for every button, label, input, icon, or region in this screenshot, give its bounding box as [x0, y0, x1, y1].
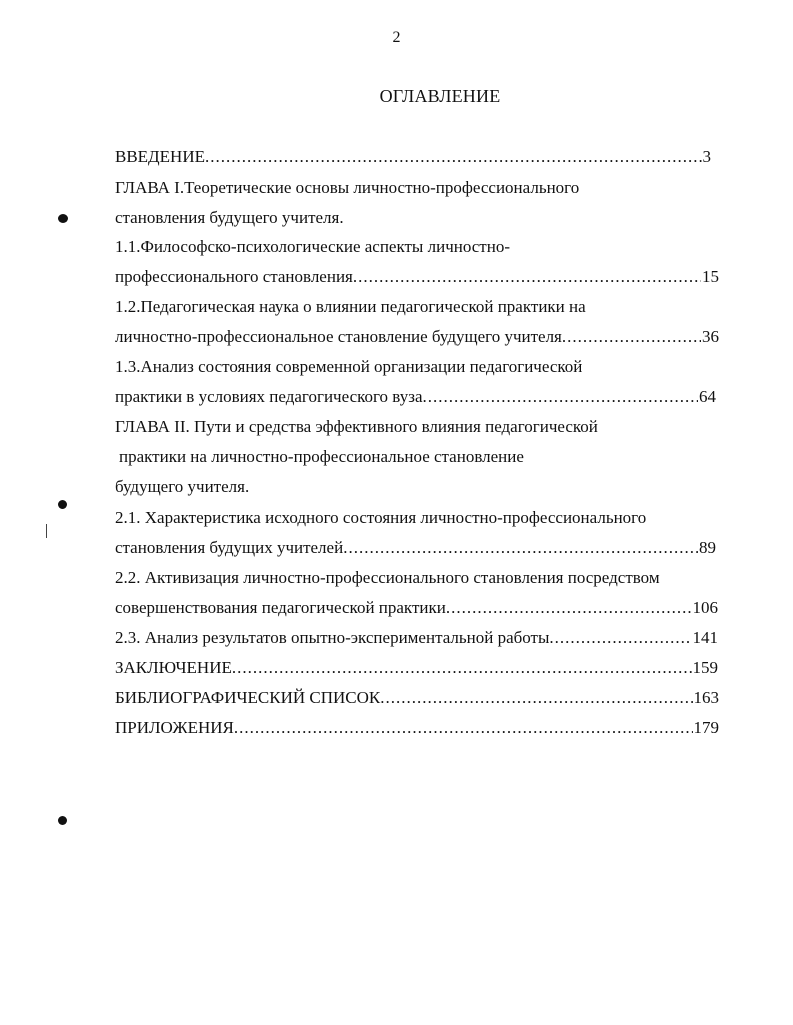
toc-page-number: 36	[702, 327, 719, 346]
toc-chapter-2-line-1: ГЛАВА II. Пути и средства эффективного влияния педагогической	[115, 417, 598, 436]
leader-dots	[343, 538, 698, 558]
toc-chapter-1-line-1: ГЛАВА I.Теоретические основы личностно-профессионального	[115, 178, 580, 197]
leader-dots	[446, 598, 692, 618]
toc-entry-bibliography	[115, 688, 719, 708]
toc-section-1-1	[115, 267, 719, 287]
leader-dots	[380, 688, 692, 708]
toc-entry-text: ЗАКЛЮЧЕНИЕ	[115, 658, 232, 677]
toc-page-number: 159	[692, 658, 718, 677]
toc-chapter-2-line-3: будущего учителя.	[115, 477, 250, 496]
page-title: ОГЛАВЛЕНИЕ	[379, 86, 501, 106]
toc-section-2-1	[115, 538, 716, 558]
scan-mark	[58, 816, 67, 825]
toc-page-number: 3	[702, 147, 711, 166]
scan-mark	[58, 214, 68, 223]
toc-page-number: 89	[699, 538, 716, 557]
toc-page-number: 15	[702, 267, 719, 286]
toc-entry-text: совершенствования педагогической практики	[115, 598, 446, 617]
toc-chapter-2-line-2: практики на личностно-профессиональное становление	[119, 447, 524, 466]
leader-dots	[232, 658, 692, 678]
leader-dots	[234, 718, 693, 738]
toc-entry-text: 2.3. Анализ результатов опытно-экспериментальной работы	[115, 628, 550, 647]
toc-entry-text: ВВЕДЕНИЕ	[115, 147, 205, 166]
leader-dots	[549, 628, 691, 648]
leader-dots	[353, 267, 701, 287]
toc-entry-text: практики в условиях педагогического вуза	[115, 387, 423, 406]
toc-chapter-1-line-2: становления будущего учителя.	[115, 208, 344, 227]
toc-section-2-2-line-1: 2.2. Активизация личностно-профессионального становления посредством	[115, 568, 660, 587]
toc-entry-intro	[115, 147, 711, 167]
toc-section-2-2	[115, 598, 718, 618]
toc-section-1-2-line-1: 1.2.Педагогическая наука о влиянии педагогической практики на	[115, 297, 586, 316]
toc-section-1-3	[115, 387, 716, 407]
toc-section-2-1-line-1: 2.1. Характеристика исходного состояния личностно-профессионального	[115, 508, 647, 527]
leader-dots	[562, 327, 701, 347]
toc-page-number: 64	[699, 387, 716, 406]
toc-section-2-3	[115, 628, 718, 648]
page-number: 2	[392, 29, 401, 46]
toc-page-number: 179	[693, 718, 719, 737]
toc-entry-text: личностно-профессиональное становление будущего учителя	[115, 327, 562, 346]
toc-page-number: 106	[692, 598, 718, 617]
toc-entry-text: ПРИЛОЖЕНИЯ	[115, 718, 234, 737]
toc-page-number: 163	[693, 688, 719, 707]
leader-dots	[423, 387, 698, 407]
toc-entry-appendix	[115, 718, 719, 738]
toc-section-1-3-line-1: 1.3.Анализ состояния современной организации педагогической	[115, 357, 583, 376]
toc-page-number: 141	[692, 628, 718, 647]
toc-entry-text: становления будущих учителей	[115, 538, 344, 557]
scan-mark	[58, 500, 67, 509]
scan-mark	[46, 524, 47, 538]
toc-section-1-2	[115, 327, 719, 347]
leader-dots	[205, 147, 702, 167]
toc-entry-text: БИБЛИОГРАФИЧЕСКИЙ СПИСОК	[115, 688, 381, 707]
toc-entry-conclusion	[115, 658, 718, 678]
toc-section-1-1-line-1: 1.1.Философско-психологические аспекты личностно-	[115, 237, 510, 256]
toc-entry-text: профессионального становления	[115, 267, 353, 286]
